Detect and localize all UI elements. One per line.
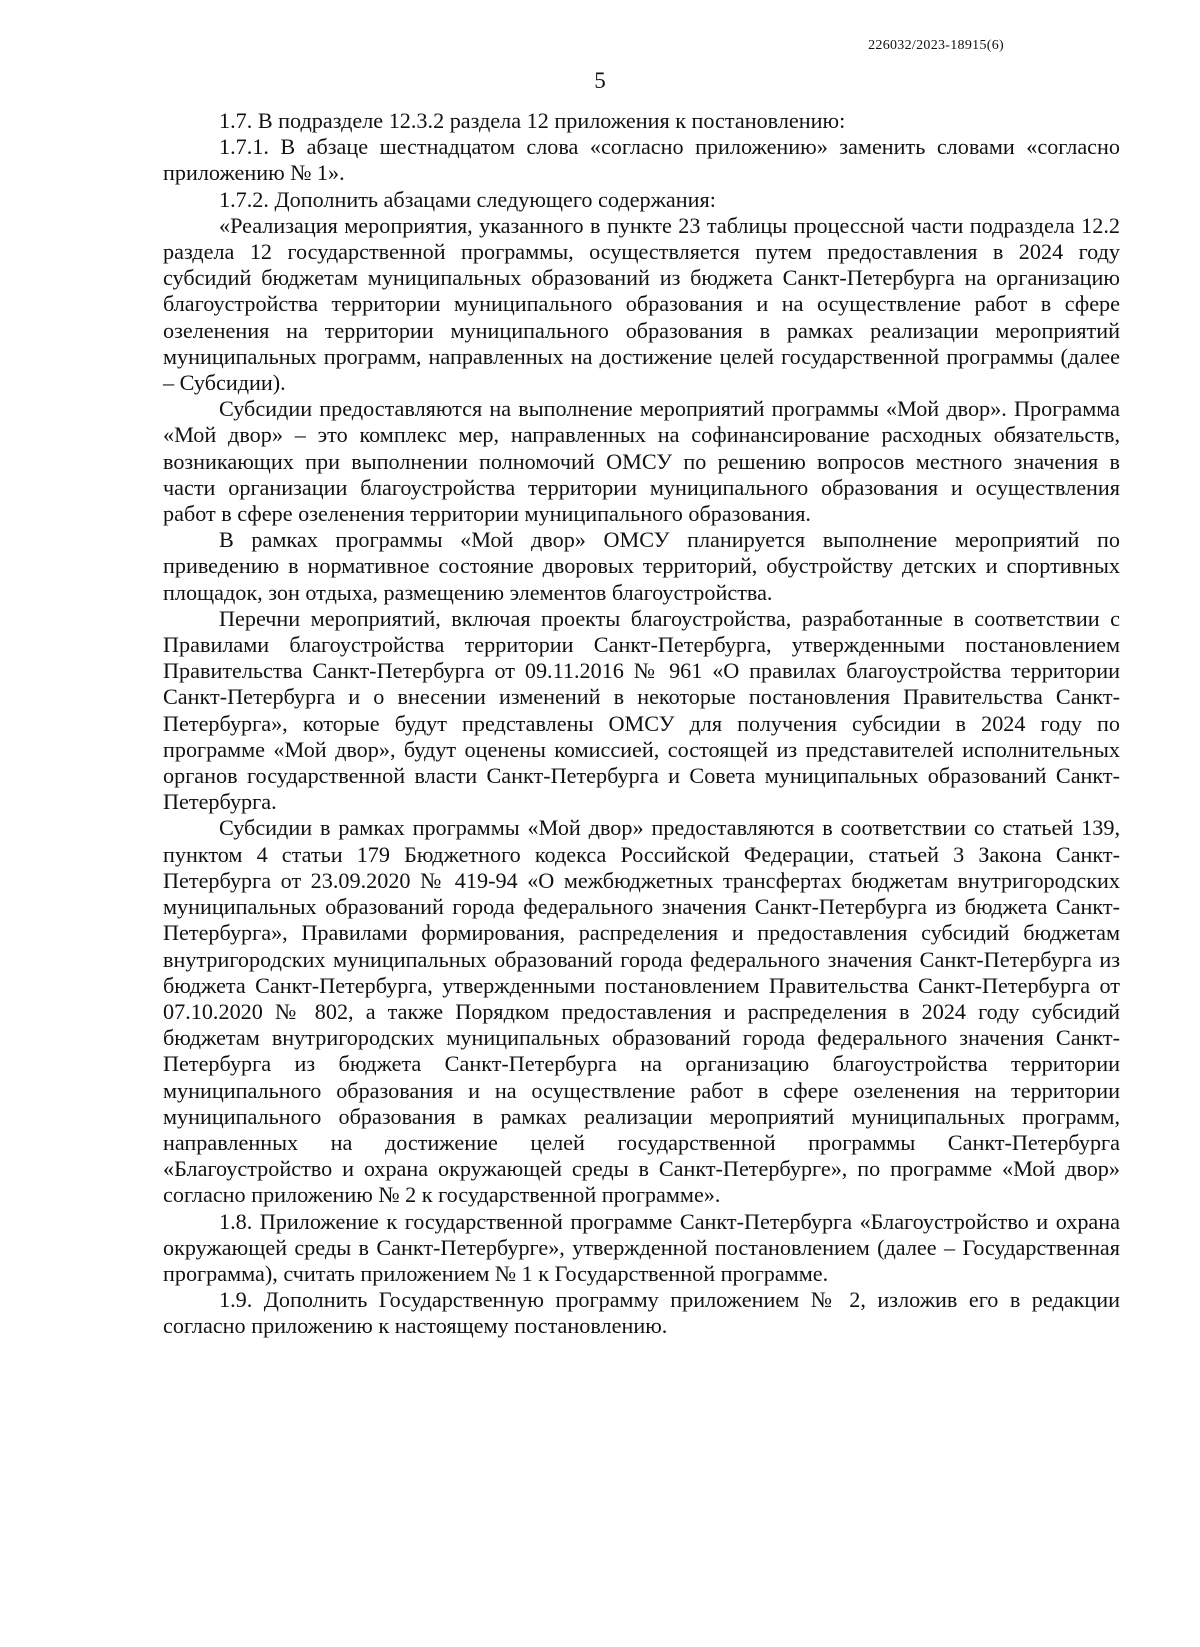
paragraph-subsidy-implementation: «Реализация мероприятия, указанного в пункте 23 таблицы процессной части подраздела 12.2 раздела 12 государственной программы, осуществляется путем предоставления в 2024 году субсидий бюджетам муниципальных образований из бюджета Санкт-Петербурга на организацию благоустройства территории муниципального образования и на осуществление работ в сфере озеленения на территории муниципального образования в рамках реализации мероприятий муниципальных программ, направленных на достижение целей государственной программы (далее – Субсидии). <box>163 212 1120 396</box>
paragraph-subsidy-purpose: Субсидии предоставляются на выполнение мероприятий программы «Мой двор». Программа «Мой двор» – это комплекс мер, направленных на софинансирование расходных обязательств, возникающих при выполнении полномочий ОМСУ по решению вопросов местного значения в части организации благоустройства территории муниципального образования и осуществления работ в сфере озеленения территории муниципального образования. <box>163 396 1120 527</box>
paragraph-1-7: 1.7. В подразделе 12.3.2 раздела 12 приложения к постановлению: <box>219 108 846 133</box>
page-number: 5 <box>594 68 606 93</box>
document-registration-number: 226032/2023-18915(6) <box>868 38 1004 53</box>
paragraph-1-7-1: 1.7.1. В абзаце шестнадцатом слова «согласно приложению» заменить словами «согласно приложению № 1». <box>163 134 1120 186</box>
document-body <box>163 108 1120 1340</box>
paragraph-1-9: 1.9. Дополнить Государственную программу приложением № 2, изложив его в редакции согласно приложению к настоящему постановлению. <box>163 1287 1120 1339</box>
paragraph-1-7-2: 1.7.2. Дополнить абзацами следующего содержания: <box>219 186 716 212</box>
paragraph-program-activities: В рамках программы «Мой двор» ОМСУ планируется выполнение мероприятий по приведению в нормативное состояние дворовых территорий, обустройству детских и спортивных площадок, зон отдыха, размещению элементов благоустройства. <box>163 527 1120 605</box>
paragraph-activity-lists: Перечни мероприятий, включая проекты благоустройства, разработанные в соответствии с Правилами благоустройства территории Санкт-Петербурга, утвержденными постановлением Правительства Санкт-Петербурга от 09.11.2016 № 961 «О правилах благоустройства территории Санкт-Петербурга и о внесении изменений в некоторые постановления Правительства Санкт-Петербурга», которые будут представлены ОМСУ для получения субсидии в 2024 году по программе «Мой двор», будут оценены комиссией, состоящей из представителей исполнительных органов государственной власти Санкт-Петербурга и Совета муниципальных образований Санкт-Петербурга. <box>163 605 1120 815</box>
paragraph-1-8: 1.8. Приложение к государственной программе Санкт-Петербурга «Благоустройство и охрана окружающей среды в Санкт-Петербурге», утвержденной постановлением (далее – Государственная программа), считать приложением № 1 к Государственной программе. <box>163 1208 1120 1286</box>
paragraph-legal-basis: Субсидии в рамках программы «Мой двор» предоставляются в соответствии со статьей 139, пунктом 4 статьи 179 Бюджетного кодекса Российской Федерации, статьей 3 Закона Санкт-Петербурга от 23.09.2020 № 419-94 «О межбюджетных трансфертах бюджетам внутригородских муниципальных образований города федерального значения Санкт-Петербурга из бюджета Санкт-Петербурга», Правилами формирования, распределения и предоставления субсидий бюджетам внутригородских муниципальных образований города федерального значения Санкт-Петербурга из бюджета Санкт-Петербурга, утвержденными постановлением Правительства Санкт-Петербурга от 07.10.2020 № 802, а также Порядком предоставления и распределения в 2024 году субсидий бюджетам внутригородских муниципальных образований города федерального значения Санкт-Петербурга из бюджета Санкт-Петербурга на организацию благоустройства территории муниципального образования и на осуществление работ в сфере озеленения на территории муниципального образования в рамках реализации мероприятий муниципальных программ, направленных на достижение целей государственной программы Санкт-Петербурга «Благоустройство и охрана окружающей среды в Санкт-Петербурге», по программе «Мой двор» согласно приложению № 2 к государственной программе». <box>163 815 1120 1208</box>
